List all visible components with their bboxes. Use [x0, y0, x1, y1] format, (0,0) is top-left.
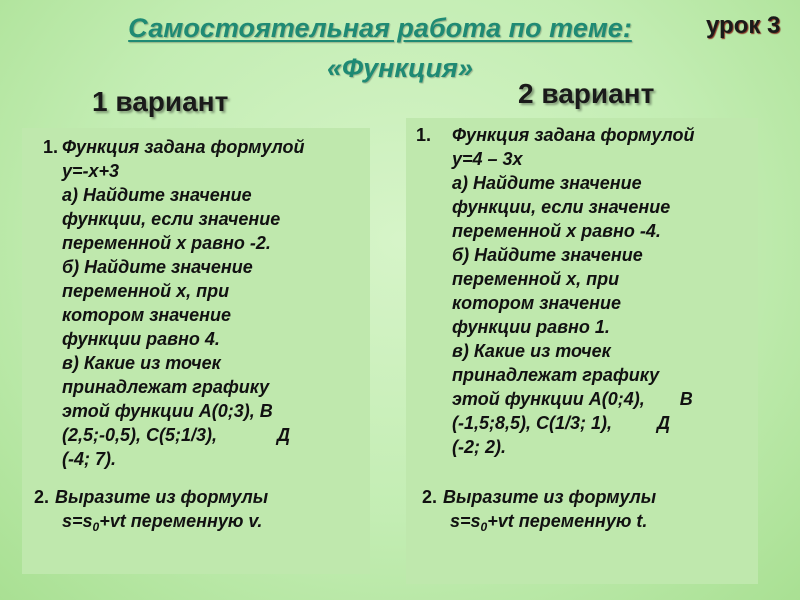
variant2-task1-line: переменной х равно -4.	[452, 221, 661, 241]
variant1-task1-line: котором значение	[62, 305, 231, 325]
variant2-task2-formula	[422, 509, 748, 539]
variant2-heading: 2 вариант	[518, 78, 655, 109]
formula-s: s=s	[62, 511, 93, 531]
variant2-task1-text	[452, 123, 748, 459]
variant2-task1-line: б) Найдите значение	[452, 245, 643, 265]
variant2-task1-line: функции равно 1.	[452, 317, 610, 337]
variant1-task1-line: (-4; 7).	[62, 449, 116, 469]
formula-rest: +vt переменную t.	[487, 511, 648, 531]
variant2-task1-line: переменной х, при	[452, 269, 620, 289]
variant2-task1-line: функции, если значение	[452, 197, 671, 217]
variant1-task2-formula	[34, 509, 360, 539]
variant2-task1-line: в) Какие из точек	[452, 341, 611, 361]
variant2-task1	[416, 123, 748, 459]
variant1-task1-line: этой функции А(0;3), В	[62, 401, 273, 421]
variant1-task1-line: а) Найдите значение	[62, 185, 252, 205]
variant2-task1-line: (-2; 2).	[452, 437, 506, 457]
variant1-task2-number: 2.	[34, 487, 50, 507]
variant1-heading: 1 вариант	[92, 86, 229, 117]
variant1-task1-number: 1.	[42, 137, 58, 157]
variant1-task2-line1: Выразите из формулы	[55, 487, 269, 507]
variant1-task1	[34, 135, 360, 471]
variant2-panel	[406, 118, 758, 584]
variant1-task1-line: функции равно 4.	[62, 329, 220, 349]
variant2-task2	[416, 485, 748, 539]
variant2-task2-line1: Выразите из формулы	[443, 487, 657, 507]
variant1-task1-line: функции, если значение	[62, 209, 281, 229]
variant1-task1-line: принадлежат графику	[62, 377, 270, 397]
variant1-panel	[22, 128, 370, 574]
variant1-task1-line: (2,5;-0,5), С(5;1/3), Д	[62, 425, 291, 445]
slide-title	[70, 8, 690, 88]
variant1-task1-line: б) Найдите значение	[62, 257, 253, 277]
formula-s: s=s	[450, 511, 481, 531]
formula-subscript: 0	[92, 520, 100, 534]
variant2-task1-number: 1.	[416, 125, 432, 145]
variant2-task1-line: Функция задана формулой	[452, 125, 695, 145]
variant1-task2	[34, 485, 360, 539]
slide-title-line2: «Функция»	[327, 53, 473, 83]
variant1-task1-line: y=-x+3	[62, 161, 120, 181]
variant2-task1-line: этой функции А(0;4), В	[452, 389, 693, 409]
variant2-task1-line: котором значение	[452, 293, 621, 313]
variant2-task2-number: 2.	[422, 487, 438, 507]
variant1-task1-line: переменной х равно -2.	[62, 233, 271, 253]
variant1-task1-line: переменной х, при	[62, 281, 230, 301]
variant1-task1-text	[62, 135, 360, 471]
variant1-task1-line: в) Какие из точек	[62, 353, 221, 373]
variant2-task1-line: принадлежат графику	[452, 365, 660, 385]
slide-title-line1: Самостоятельная работа по теме:	[128, 13, 632, 43]
variant2-task1-line: а) Найдите значение	[452, 173, 642, 193]
variant2-task1-line: y=4 – 3x	[452, 149, 523, 169]
lesson-label: урок 3	[706, 12, 781, 39]
variant1-task1-line: Функция задана формулой	[62, 137, 305, 157]
formula-rest: +vt переменную v.	[99, 511, 263, 531]
formula-subscript: 0	[480, 520, 488, 534]
variant2-task1-line: (-1,5;8,5), С(1/3; 1), Д	[452, 413, 671, 433]
